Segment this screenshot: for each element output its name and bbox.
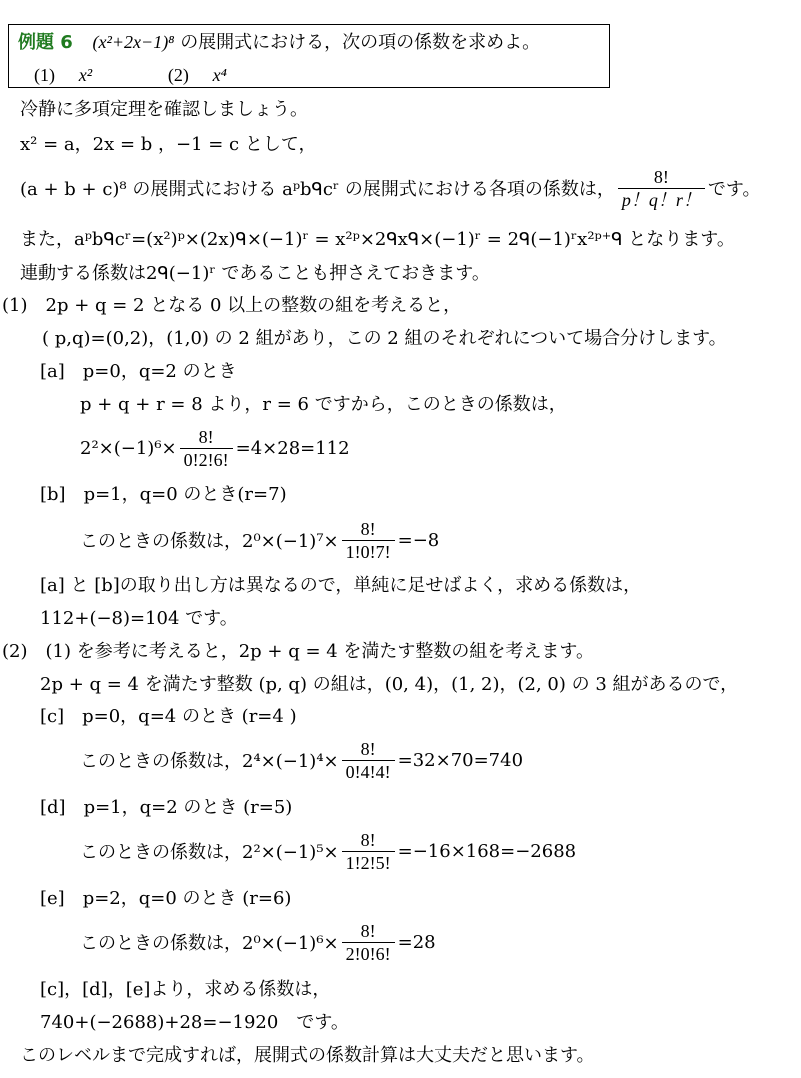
intro-line-2: x² = a，2x = b ，−1 = c として，: [20, 134, 317, 155]
case-a-calc-right: =4×28=112: [235, 437, 350, 459]
problem-title: 例題 6: [18, 32, 73, 53]
question-2-term: x⁴: [212, 65, 227, 85]
intro-line-4: また，aᵖbᑫcʳ=(x²)ᵖ×(2x)ᑫ×(−1)ʳ = x²ᵖ×2ᑫxᑫ×(−1)ʳ = 2ᑫ(−1)ʳx²ᵖ⁺ᑫ となります。: [20, 229, 735, 250]
multinomial-fraction: [618, 166, 705, 211]
problem-expression: (x²+2x−1)⁸: [92, 32, 175, 52]
case-e-denominator: 2!0!6!: [342, 942, 395, 965]
part1-sum-text: [a] と [b]の取り出し方は異なるので，単純に足せばよく，求める係数は，: [40, 575, 642, 596]
intro-line-1: 冷静に多項定理を確認しましょう。: [20, 99, 308, 120]
case-d-calc-left: このときの係数は，2²×(−1)⁵×: [80, 842, 339, 863]
case-c-calculation: [80, 732, 523, 788]
case-e-heading: [e] p=2，q=0 のとき (r=6): [40, 888, 292, 909]
case-b-denominator: 1!0!7!: [342, 540, 395, 563]
problem-text: の展開式における，次の項の係数を求めよ。: [180, 32, 541, 53]
case-b-calc-right: =−8: [397, 529, 440, 551]
case-d-denominator: 1!2!5!: [342, 851, 395, 874]
part1-answer: 112+(−8)=104 です。: [40, 608, 238, 629]
question-2-number: (2): [167, 65, 189, 85]
case-b-calc-left: このときの係数は，2⁰×(−1)⁷×: [80, 531, 339, 552]
case-d-numerator: 8!: [360, 829, 376, 850]
case-e-numerator: 8!: [360, 920, 376, 941]
case-a-heading: [a] p=0，q=2 のとき: [40, 361, 237, 382]
multinomial-numerator: 8!: [653, 166, 669, 187]
case-e-calc-left: このときの係数は，2⁰×(−1)⁶×: [80, 933, 339, 954]
case-e-calculation: [80, 914, 436, 970]
case-c-numerator: 8!: [360, 738, 376, 759]
question-1-number: (1): [34, 65, 55, 85]
case-d-calculation: [80, 823, 576, 879]
case-a-calculation: [80, 420, 350, 476]
case-b-numerator: 8!: [360, 518, 376, 539]
case-e-calc-right: =28: [397, 931, 436, 953]
case-b-calculation: [80, 512, 439, 568]
problem-title-line: [18, 30, 540, 55]
case-b-fraction: [342, 518, 395, 563]
case-c-fraction: [342, 738, 395, 783]
case-c-denominator: 0!4!4!: [342, 760, 395, 783]
intro-line-3: [20, 160, 760, 216]
case-a-denominator: 0!2!6!: [180, 448, 233, 471]
part2-pairs: 2p + q = 4 を満たす整数 (p, q) の組は，(0, 4)，(1, 2)，(2, 0) の 3 組があるので，: [40, 674, 739, 695]
question-items: [34, 63, 227, 88]
closing-remark: このレベルまで完成すれば，展開式の係数計算は大丈夫だと思います。: [20, 1045, 595, 1066]
part1-pairs: ( p,q)=(0,2)，(1,0) の 2 組があり，この 2 組のそれぞれについて場合分けします。: [42, 328, 727, 349]
intro-line-5: 連動する係数は2ᑫ(−1)ʳ であることも押さえておきます。: [20, 263, 490, 284]
case-d-heading: [d] p=1，q=2 のとき (r=5): [40, 797, 293, 818]
case-a-numerator: 8!: [198, 426, 214, 447]
multinomial-denominator: p！q！r！: [618, 188, 705, 211]
case-a-fraction: [180, 426, 233, 471]
case-e-fraction: [342, 920, 395, 965]
case-d-fraction: [342, 829, 395, 874]
intro-line-3-text: (a + b + c)⁸ の展開式における aᵖbᑫcʳ の展開式における各項の係数は，: [20, 179, 615, 200]
question-1-term: x²: [78, 65, 93, 85]
case-b-heading: [b] p=1，q=0 のとき(r=7): [40, 484, 287, 505]
case-c-heading: [c] p=0，q=4 のとき (r=4 ): [40, 706, 297, 727]
intro-line-3-tail: です。: [707, 179, 761, 200]
case-c-calc-right: =32×70=740: [397, 749, 524, 771]
part2-answer: 740+(−2688)+28=−1920 です。: [40, 1012, 349, 1033]
part1-heading: (1) 2p + q = 2 となる 0 以上の整数の組を考えると，: [2, 295, 462, 316]
case-d-calc-right: =−16×168=−2688: [397, 840, 577, 862]
part2-sum-text: [c]，[d]，[e]より，求める係数は，: [40, 979, 331, 1000]
part2-heading: (2) (1) を参考に考えると，2p + q = 4 を満たす整数の組を考えます。: [2, 641, 594, 662]
case-a-text: p + q + r = 8 より，r = 6 ですから，このときの係数は，: [80, 394, 567, 415]
case-a-calc-left: 2²×(−1)⁶×: [80, 437, 177, 459]
case-c-calc-left: このときの係数は，2⁴×(−1)⁴×: [80, 751, 339, 772]
